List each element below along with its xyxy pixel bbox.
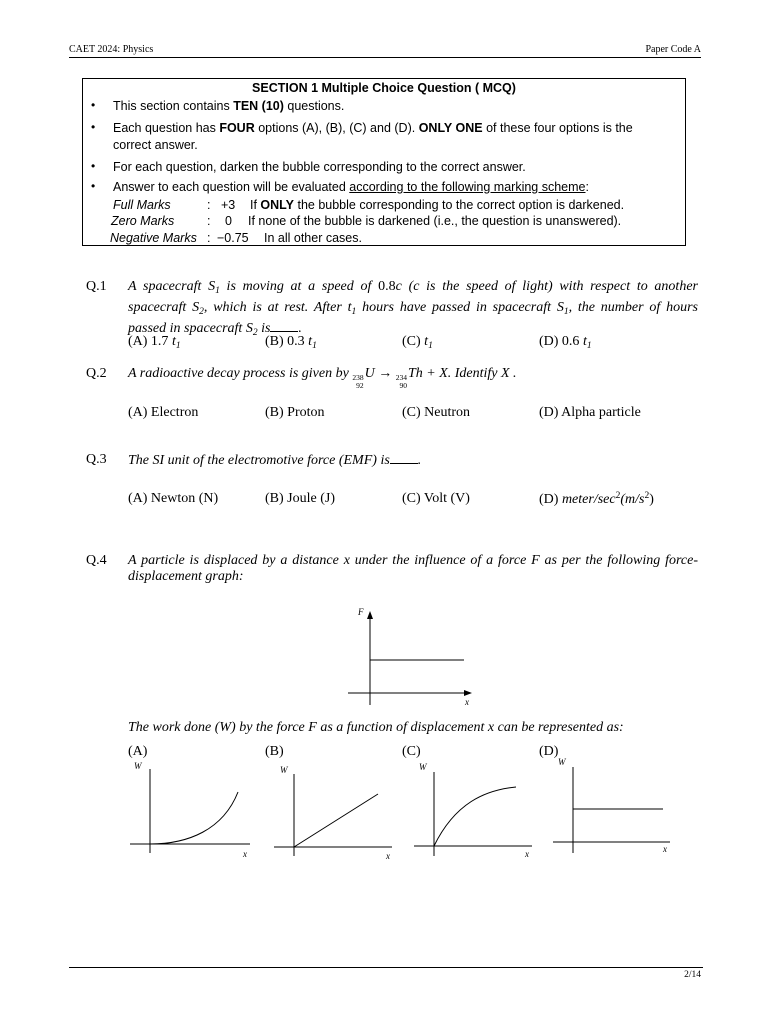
option-exp: 2 [644, 491, 650, 501]
question-3-text [128, 452, 698, 469]
atomic-number: 92 [356, 380, 364, 390]
instruction-4-underlined: according to the following marking scheme [349, 180, 586, 194]
instruction-1-end: questions. [283, 99, 345, 113]
thorium-symbol: Th [407, 366, 423, 381]
option-label: (D) [539, 492, 562, 507]
q1-option-d[interactable] [539, 334, 592, 351]
graph-curve [294, 794, 378, 847]
option-label: (C) [402, 334, 425, 349]
q1-speed: 0.8 [378, 279, 396, 294]
marks-desc-pre: If [250, 198, 261, 212]
q1-var: t [347, 299, 352, 315]
instruction-2-end: of these four options is the [482, 121, 633, 135]
graph-curve [434, 787, 516, 846]
marks-type: Negative Marks [110, 231, 197, 245]
q1-text: hours have passed in spacecraft [356, 299, 557, 315]
q1-option-a[interactable] [128, 334, 181, 351]
section-instructions-box [82, 78, 686, 246]
uranium-symbol: U [364, 366, 375, 381]
q2-option-c[interactable]: (C) Neutron [402, 405, 471, 420]
option-sub: 1 [175, 341, 181, 351]
graph-y-label: F [358, 607, 364, 617]
uranium-nuclide [352, 374, 363, 389]
q1-text: , which is at rest. After [203, 299, 348, 315]
q1-sub: 2 [199, 306, 204, 317]
option-label: (D) 0.6 [539, 334, 583, 349]
instruction-1 [113, 98, 673, 115]
header-paper-code: Paper Code A [645, 44, 701, 55]
instruction-2-bold2: ONLY ONE [418, 121, 483, 135]
q1-sub: 1 [215, 286, 220, 296]
marks-desc-post: the bubble corresponding to the correct option is darkened. [294, 198, 625, 212]
q1-text: is moving at a speed of [219, 279, 379, 294]
work-done-prompt: The work done (W) by the force F as a function of displacement x can be represented as: [128, 720, 624, 735]
q4-option-c[interactable]: (C) [402, 744, 421, 759]
q1-var: S [208, 279, 216, 294]
marks-type: Full Marks [113, 198, 171, 212]
option-var: t [171, 334, 176, 349]
q1-text: spacecraft [184, 321, 246, 336]
option-unit: (m/s [620, 492, 645, 507]
bullet-icon: • [91, 159, 96, 173]
instruction-2-line2: correct answer. [113, 138, 198, 152]
answer-blank [390, 452, 418, 464]
q1-var: c [395, 279, 402, 294]
marks-value: −0.75 [217, 231, 249, 245]
q1-sub: 1 [351, 306, 357, 317]
instruction-4-text: Answer to each question will be evaluated [113, 180, 350, 194]
q1-text: . [298, 321, 302, 336]
q4-option-a[interactable]: (A) [128, 744, 148, 759]
q2-option-d[interactable]: (D) Alpha particle [539, 405, 641, 420]
q1-var: S [245, 321, 253, 336]
q1-option-c[interactable] [402, 334, 433, 351]
header-exam-title: CAET 2024: Physics [69, 44, 154, 55]
option-unit: ) [649, 492, 654, 507]
question-number: Q.1 [86, 279, 107, 294]
option-label: (B) 0.3 [265, 334, 309, 349]
q3-option-b[interactable]: (B) Joule (J) [265, 491, 335, 506]
question-number: Q.4 [86, 553, 107, 568]
option-var: t [308, 334, 313, 349]
graph-option-a [128, 765, 258, 860]
option-sub: 1 [586, 341, 592, 351]
graph-option-b [270, 770, 400, 860]
bullet-icon: • [91, 179, 96, 193]
graph-y-label: W [558, 757, 566, 767]
instruction-2-mid: options (A), (B), (C) and (D). [254, 121, 419, 135]
instruction-2-text: Each question has [113, 121, 220, 135]
graph-x-label: x [663, 844, 667, 854]
q1-var: S [192, 299, 200, 315]
q1-text: , the number of hours passed in [128, 299, 698, 336]
instruction-1-text: This section contains [113, 99, 234, 113]
q2-option-a[interactable]: (A) Electron [128, 405, 199, 420]
option-label: (A) 1.7 [128, 334, 172, 349]
marks-desc-bold: ONLY [260, 198, 294, 212]
mass-number: 234 [395, 373, 407, 382]
marks-desc [250, 198, 624, 212]
marks-value: +3 [221, 198, 236, 212]
mass-number: 238 [352, 373, 364, 382]
marks-colon: : [207, 198, 211, 212]
marks-desc: In all other cases. [264, 231, 362, 245]
question-number: Q.2 [86, 366, 107, 381]
option-var: t [424, 334, 429, 349]
q3-option-d[interactable] [539, 491, 654, 508]
q1-sub: 2 [252, 328, 258, 338]
instruction-2 [113, 120, 673, 154]
instruction-1-bold: TEN (10) [233, 99, 284, 113]
bullet-icon: • [91, 98, 96, 112]
q3-option-c[interactable]: (C) Volt (V) [402, 491, 470, 506]
graph-x-label: x [243, 849, 247, 859]
page-number: 2/14 [684, 970, 701, 980]
q1-text: is [257, 321, 271, 336]
arrow-right-icon [464, 690, 472, 696]
q4-option-b[interactable]: (B) [265, 744, 284, 759]
graph-curve [150, 792, 238, 844]
instruction-4 [113, 179, 673, 196]
option-sub: 1 [428, 341, 433, 351]
q1-text: A spacecraft [128, 279, 209, 294]
graph-x-label: x [525, 849, 529, 859]
marks-type: Zero Marks [111, 214, 175, 228]
q3-option-a[interactable]: (A) Newton (N) [128, 491, 219, 506]
q1-option-b[interactable] [265, 334, 317, 351]
marks-colon: : [207, 231, 211, 245]
atomic-number: 90 [399, 380, 407, 390]
arrow-up-icon [367, 611, 373, 619]
instruction-4-end: : [585, 180, 589, 194]
q1-var: S [556, 299, 564, 315]
q3-text: . [417, 453, 422, 468]
question-4-text: A particle is displaced by a distance x under the influence of a force F as per the following force-displacement graph: [128, 553, 698, 584]
graph-y-label: W [419, 762, 427, 772]
q2-option-b[interactable]: (B) Proton [265, 405, 325, 420]
section-title: SECTION 1 Multiple Choice Question ( MCQ) [252, 81, 516, 95]
option-exp: 2 [615, 491, 621, 501]
answer-blank [270, 320, 298, 332]
force-displacement-graph [340, 605, 480, 710]
graph-y-label: W [280, 765, 288, 775]
q1-sub: 1 [563, 306, 569, 317]
marks-desc: If none of the bubble is darkened (i.e., the question is unanswered). [248, 214, 622, 228]
q3-text: The SI unit of the electromotive force (EMF) is [128, 453, 390, 468]
question-number: Q.3 [86, 452, 107, 467]
q1-text: (c is the speed of light) with respect to another spacecraft [128, 279, 698, 315]
q4-option-d[interactable]: (D) [539, 744, 559, 759]
marks-colon: : [207, 214, 211, 228]
option-unit: meter/sec [561, 492, 616, 507]
footer-rule [69, 967, 703, 968]
instruction-2-bold: FOUR [219, 121, 255, 135]
graph-x-label: x [386, 851, 390, 861]
option-var: t [582, 334, 587, 349]
graph-option-d [550, 763, 680, 858]
graph-y-label: W [134, 761, 142, 771]
q2-text: + X. Identify X . [422, 366, 517, 381]
graph-x-label: x [465, 697, 469, 707]
question-1-text [128, 279, 698, 342]
graph-option-c [410, 768, 540, 860]
question-2-text [128, 366, 698, 389]
bullet-icon: • [91, 120, 96, 134]
header-rule [69, 57, 701, 58]
option-sub: 1 [312, 341, 317, 351]
marks-value: 0 [225, 214, 232, 228]
instruction-3: For each question, darken the bubble corresponding to the correct answer. [113, 160, 526, 174]
thorium-nuclide [396, 374, 407, 389]
arrow-icon: → [374, 366, 396, 381]
q2-text: A radioactive decay process is given by [128, 366, 353, 381]
